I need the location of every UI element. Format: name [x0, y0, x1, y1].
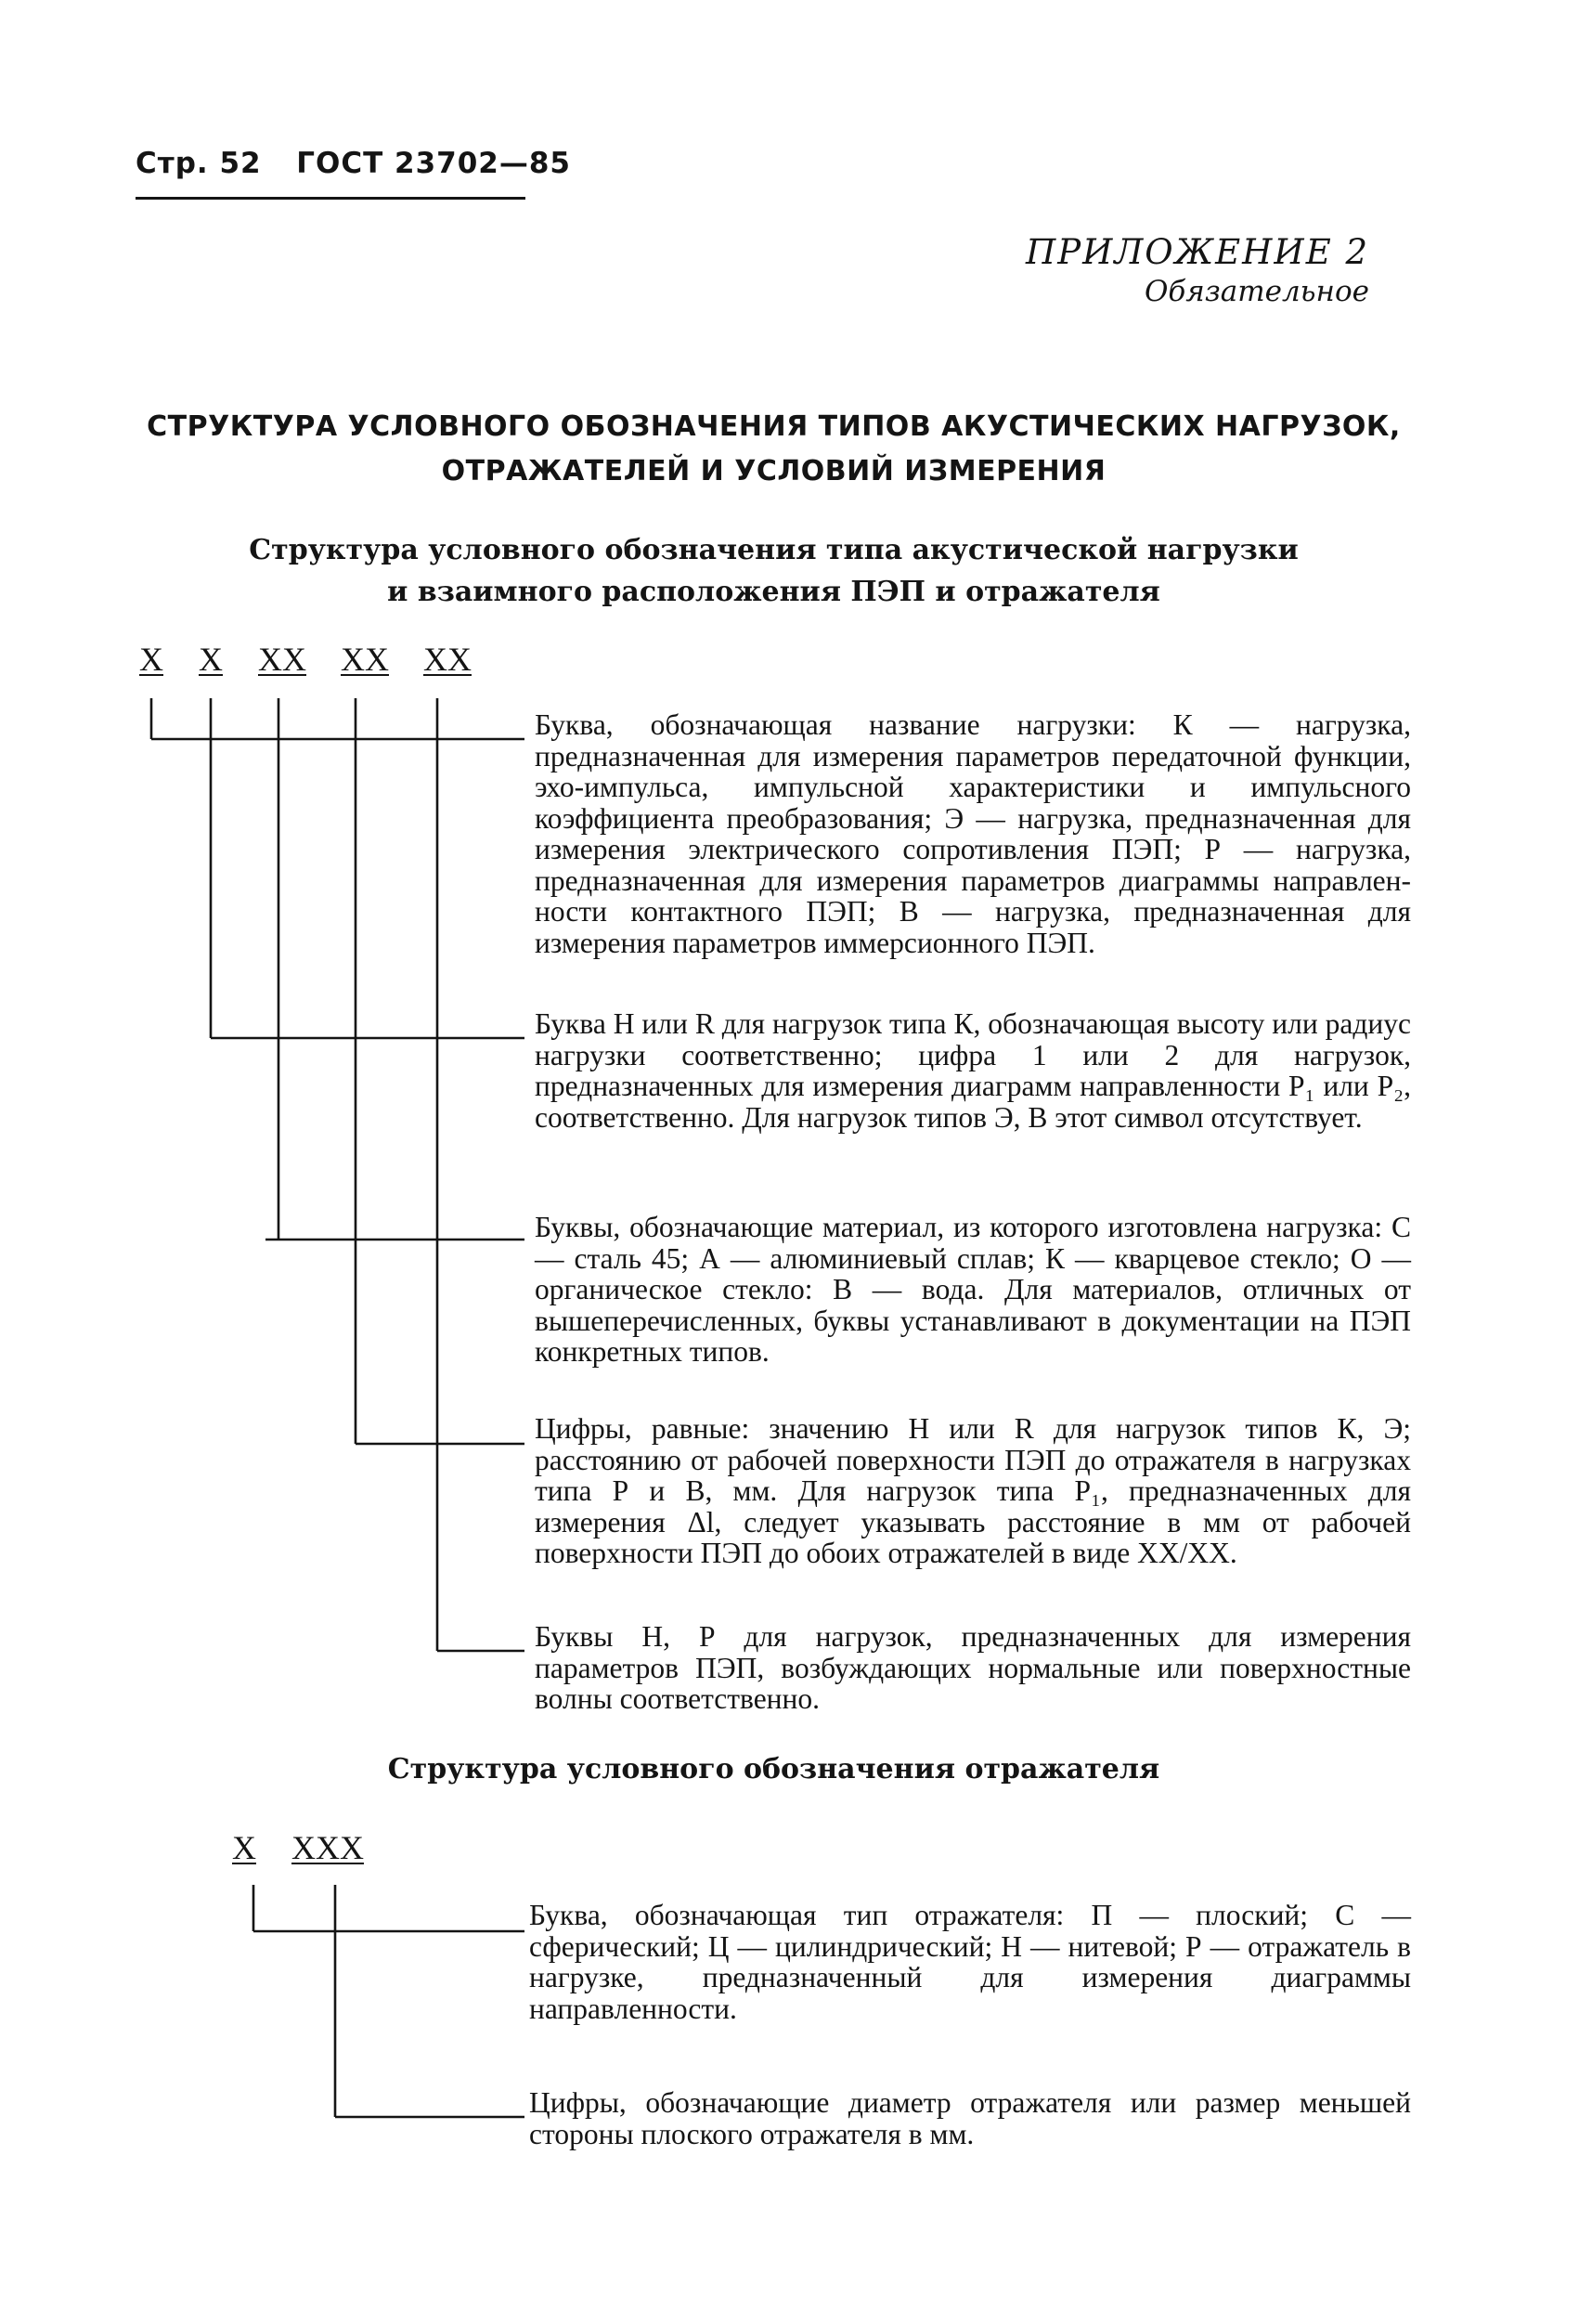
description-3: Буквы, обозначающие материал, из которого изготовлена нагрузка: С — сталь 45; А — алюминиевый сплав; К — кварцевое стекло; О — органическое стекло: В — вода. Для материалов, отличных от вышеперечисленных, буквы устанавливают в документации на ПЭП конкретных типов.	[535, 1211, 1411, 1368]
appendix-status: Обязательное	[1144, 275, 1369, 308]
reflector-symbol-2: XXX	[291, 1829, 364, 1866]
description-1: Буква, обозначающая название нагрузки: К — нагрузка, предназначенная для измерения параметров передаточной функции, эхо-импульса, импульсной характеристики и импульсного коэффициента преобразования; Э — нагрузка, предназначенная для измерения электрического сопротивления ПЭП; Р — нагрузка, предназначенная для измерения параметров диаграммы направленности контактного ПЭП; В — нагрузка, предназначенная для измерения параметров иммерсионного ПЭП.	[535, 708, 1411, 959]
symbol-1: X	[139, 641, 163, 678]
symbol-3: XX	[258, 641, 306, 678]
reflector-description-2: Цифры, обозначающие диаметр отражателя или размер меньшей стороны плоского отражателя в мм.	[529, 2086, 1411, 2150]
standard-code: ГОСТ 23702—85	[296, 147, 572, 180]
appendix-title: ПРИЛОЖЕНИЕ 2	[1025, 232, 1369, 272]
description-4: Цифры, равные: значению H или R для нагрузок типов К, Э; расстоянию от рабочей поверхности ПЭП до отражателя в нагрузках типа Р и В, мм. Для нагрузок типа P₁, предназначенных для измерения Δl, следует указывать расстояние в мм от рабочей поверхности ПЭП до обоих отражателей в виде XX/XX.	[535, 1412, 1411, 1569]
reflector-symbol-1: X	[232, 1829, 256, 1866]
main-title-line-1: СТРУКТУРА УСЛОВНОГО ОБОЗНАЧЕНИЯ ТИПОВ АКУСТИЧЕСКИХ НАГРУЗОК,	[147, 410, 1401, 443]
description-5: Буквы H, Р для нагрузок, предназначенных для измерения параметров ПЭП, возбуждающих нормальные или поверхностные волны соответственно.	[535, 1620, 1411, 1715]
symbol-2: X	[199, 641, 223, 678]
symbol-5: XX	[423, 641, 472, 678]
section1-title-line-1: Структура условного обозначения типа акустической нагрузки	[249, 534, 1299, 566]
section2-title: Структура условного обозначения отражателя	[387, 1753, 1160, 1785]
reflector-description-1: Буква, обозначающая тип отражателя: П — плоский; С — сферический; Ц — цилиндрический; H — нитевой; Р — отражатель в нагрузке, предназначенный для измерения диаграммы направленности.	[529, 1899, 1411, 2025]
section1-title-line-2: и взаимного расположения ПЭП и отражателя	[387, 576, 1160, 608]
page-number: Стр. 52	[136, 147, 262, 180]
description-2: Буква H или R для нагрузок типа К, обозначающая высоту или радиус нагрузки соответственно; цифра 1 или 2 для нагрузок, предназначенных для измерения диаграмм направленности P₁ или P₂, соответственно. Для нагрузок типов Э, В этот символ отсутствует.	[535, 1007, 1411, 1134]
symbol-4: XX	[341, 641, 389, 678]
main-title-line-2: ОТРАЖАТЕЛЕЙ И УСЛОВИЙ ИЗМЕРЕНИЯ	[441, 455, 1107, 487]
